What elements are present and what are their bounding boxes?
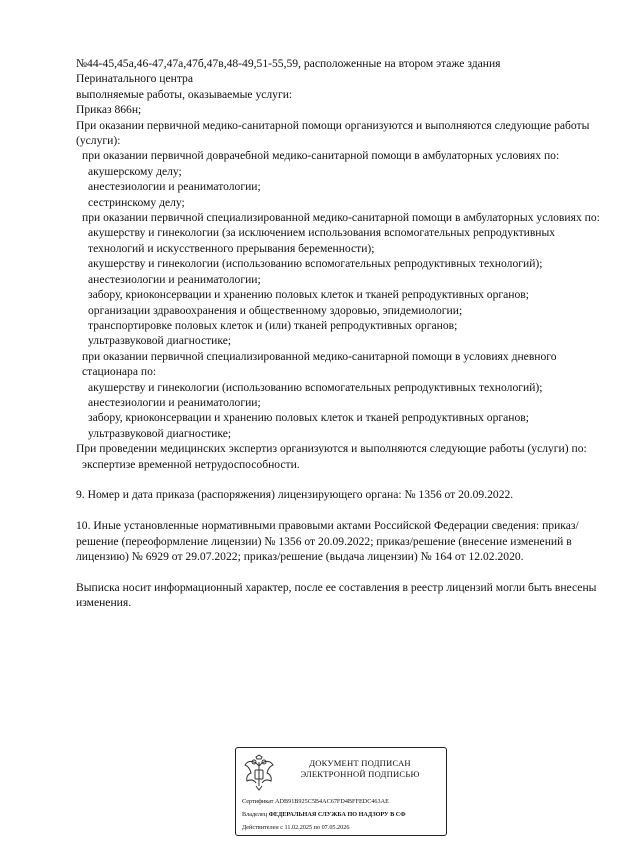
document-line: Перинатального центра bbox=[76, 72, 193, 86]
document-line: ультразвуковой диагностике; bbox=[88, 334, 232, 348]
owner-label: Владелец bbox=[242, 810, 268, 818]
document-line: ультразвуковой диагностике; bbox=[88, 426, 232, 440]
document-line: акушерству и гинекологии (использованию вспомогательных репродуктивных технологий); bbox=[88, 257, 543, 271]
document-line: При проведении медицинских экспертиз организуются и выполняются следующие работы (услуги) по: bbox=[76, 442, 587, 456]
document-line: транспортировке половых клеток и (или) тканей репродуктивных органов; bbox=[88, 318, 458, 332]
double-headed-eagle-icon bbox=[242, 754, 276, 792]
document-line: анестезиологии и реаниматологии; bbox=[88, 180, 261, 194]
document-line: при оказании первичной специализированной медико-санитарной помощи в амбулаторных условиях по: bbox=[82, 211, 600, 225]
document-line: сестринскому делу; bbox=[88, 195, 185, 209]
owner-value: ФЕДЕРАЛЬНАЯ СЛУЖБА ПО НАДЗОРУ В СФ bbox=[268, 810, 406, 818]
document-line: забору, криоконсервации и хранению половых клеток и тканей репродуктивных органов; bbox=[88, 411, 529, 425]
document-line: при оказании первичной специализированной медико-санитарной помощи в условиях дневного стационара по: bbox=[82, 349, 557, 379]
validity-label: Действителен bbox=[242, 823, 279, 831]
stamp-validity bbox=[242, 822, 447, 835]
stamp-title bbox=[280, 758, 440, 780]
stamp-owner bbox=[242, 809, 447, 822]
stamp-title-line-1: ДОКУМЕНТ ПОДПИСАН bbox=[309, 758, 411, 768]
document-line: акушерству и гинекологии (использованию вспомогательных репродуктивных технологий); bbox=[88, 380, 543, 394]
document-line: Приказ 866н; bbox=[76, 103, 142, 117]
document-line: акушерскому делу; bbox=[88, 164, 182, 178]
electronic-signature-stamp bbox=[235, 747, 447, 836]
stamp-certificate bbox=[242, 796, 447, 809]
document-line: анестезиологии и реаниматологии; bbox=[88, 272, 261, 286]
document-line: №44-45,45а,46-47,47а,47б,47в,48-49,51-55,59, расположенные на втором этаже здания bbox=[76, 57, 501, 70]
document-line: организации здравоохранения и общественному здоровью, эпидемиологии; bbox=[88, 303, 463, 317]
document-line: забору, криоконсервации и хранению половых клеток и тканей репродуктивных органов; bbox=[88, 288, 529, 302]
document-line: акушерству и гинекологии (за исключением использования вспомогательных репродуктивных технологий и искусственного прерывания беременности); bbox=[88, 226, 556, 255]
section-9-order-number: 9. Номер и дата приказа (распоряжения) лицензирующего органа: № 1356 от 20.09.2022. bbox=[76, 488, 514, 502]
document-line: При оказании первичной медико-санитарной помощи организуются и выполняются следующие работы (услуги): bbox=[76, 118, 590, 148]
stamp-title-line-2: ЭЛЕКТРОННОЙ ПОДПИСЬЮ bbox=[300, 769, 420, 779]
informational-note: Выписка носит информационный характер, после ее составления в реестр лицензий могли быть внесены изменения. bbox=[76, 580, 597, 610]
certificate-value: ADB91B925C5B4AC67FD4BFFEDC463AE bbox=[275, 798, 389, 805]
spacer bbox=[76, 472, 606, 487]
document-line: анестезиологии и реаниматологии; bbox=[88, 395, 261, 409]
spacer bbox=[76, 564, 606, 579]
stamp-details bbox=[242, 796, 447, 834]
document-body bbox=[76, 56, 606, 611]
certificate-label: Сертификат bbox=[242, 798, 274, 805]
validity-value: с 11.02.2025 по 07.05.2026 bbox=[280, 823, 350, 831]
document-line: выполняемые работы, оказываемые услуги: bbox=[76, 87, 293, 101]
document-line: экспертизе временной нетрудоспособности. bbox=[82, 457, 300, 471]
spacer bbox=[76, 503, 606, 518]
section-10-other-info: 10. Иные установленные нормативными правовыми актами Российской Федерации сведения: приказ/решение (переоформление лицензии) № 1356 от 20.09.2022; приказ/решение (внесение изменений в лицензию) № 6929 от 29.07.2022; приказ/решение (выдача лицензии) № 164 от 12.02.2020. bbox=[76, 519, 579, 563]
license-services-list bbox=[76, 56, 606, 472]
document-line: при оказании первичной доврачебной медико-санитарной помощи в амбулаторных условиях по: bbox=[82, 149, 560, 163]
